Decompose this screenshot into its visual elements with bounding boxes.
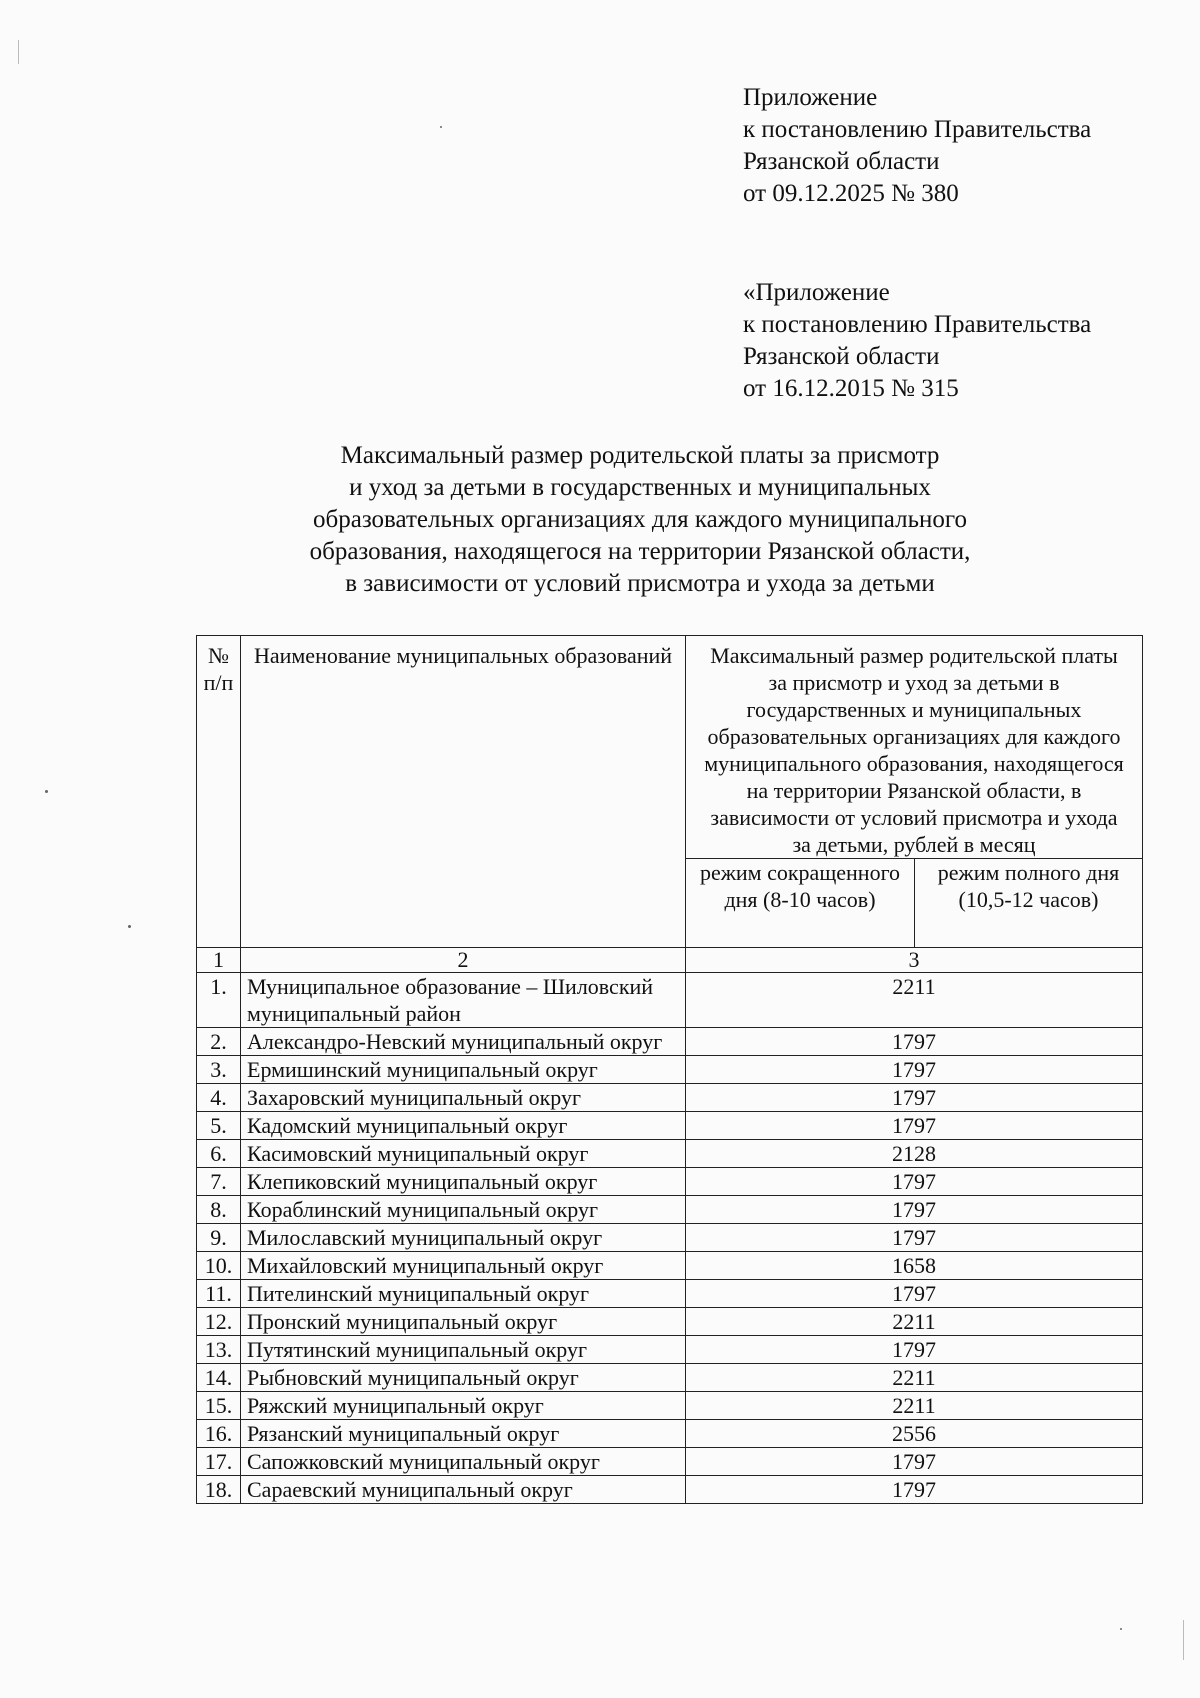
table-row: [197, 1364, 1143, 1392]
header-mode-short: режим сокращенного дня (8-10 часов): [686, 859, 915, 948]
row-number: 6.: [197, 1140, 241, 1168]
appendix-previous-header: [743, 277, 1091, 405]
fee-value: 2128: [686, 1140, 1143, 1168]
table-row: [197, 1280, 1143, 1308]
table-row: [197, 1448, 1143, 1476]
row-number: 18.: [197, 1476, 241, 1504]
fee-value: 2211: [686, 973, 1143, 1028]
row-number: 4.: [197, 1084, 241, 1112]
municipality-name: Сапожковский муниципальный округ: [241, 1448, 686, 1476]
row-number: 7.: [197, 1168, 241, 1196]
table-row: [197, 1028, 1143, 1056]
title-line: образования, находящегося на территории Рязанской области,: [309, 538, 971, 565]
table-row: [197, 1056, 1143, 1084]
municipality-name: Рязанский муниципальный округ: [241, 1420, 686, 1448]
municipality-name: Кадомский муниципальный округ: [241, 1112, 686, 1140]
row-number: 12.: [197, 1308, 241, 1336]
appendix-line: от 09.12.2025 № 380: [743, 180, 959, 207]
appendix-line: Приложение: [743, 84, 878, 111]
scan-edge-right: [1183, 1620, 1184, 1660]
row-number: 2.: [197, 1028, 241, 1056]
table-row: [197, 1336, 1143, 1364]
title-line: и уход за детьми в государственных и муниципальных: [349, 474, 931, 501]
scan-edge-left: [18, 40, 19, 64]
fee-value: 1797: [686, 1056, 1143, 1084]
header-fee: Максимальный размер родительской платы за присмотр и уход за детьми в государственных и муниципальных образовательных организациях для каждого муниципального образования, находящегося на территории Рязанской области, в зависимости от условий присмотра и ухода за детьми, рублей в месяц: [686, 636, 1143, 859]
row-number: 5.: [197, 1112, 241, 1140]
fee-value: 1797: [686, 1476, 1143, 1504]
row-number: 8.: [197, 1196, 241, 1224]
row-number: 11.: [197, 1280, 241, 1308]
municipality-name: Михайловский муниципальный округ: [241, 1252, 686, 1280]
header-mode-full: режим полного дня (10,5-12 часов): [915, 859, 1143, 948]
column-number: 2: [241, 948, 686, 973]
row-number: 3.: [197, 1056, 241, 1084]
fee-value: 1797: [686, 1028, 1143, 1056]
municipality-name: Ряжский муниципальный округ: [241, 1392, 686, 1420]
fee-value: 1797: [686, 1084, 1143, 1112]
appendix-current-header: [743, 82, 1091, 210]
fee-value: 2556: [686, 1420, 1143, 1448]
fee-value: 2211: [686, 1392, 1143, 1420]
appendix-line: Рязанской области: [743, 343, 940, 370]
municipality-name: Александро-Невский муниципальный округ: [241, 1028, 686, 1056]
municipality-name: Ермишинский муниципальный округ: [241, 1056, 686, 1084]
table-header-row: [197, 636, 1143, 859]
row-number: 13.: [197, 1336, 241, 1364]
municipality-name: Касимовский муниципальный округ: [241, 1140, 686, 1168]
municipality-name: Захаровский муниципальный округ: [241, 1084, 686, 1112]
municipality-name: Рыбновский муниципальный округ: [241, 1364, 686, 1392]
table-row: [197, 1392, 1143, 1420]
title-line: в зависимости от условий присмотра и ухода за детьми: [345, 570, 935, 597]
scan-speck: [440, 126, 442, 128]
row-number: 17.: [197, 1448, 241, 1476]
fee-value: 1658: [686, 1252, 1143, 1280]
table-row: [197, 1168, 1143, 1196]
municipality-name: Сараевский муниципальный округ: [241, 1476, 686, 1504]
table-row: [197, 1420, 1143, 1448]
header-name: Наименование муниципальных образований: [241, 636, 686, 948]
table-row: [197, 1476, 1143, 1504]
municipality-name: Путятинский муниципальный округ: [241, 1336, 686, 1364]
fee-value: 1797: [686, 1224, 1143, 1252]
column-number: 1: [197, 948, 241, 973]
fee-value: 1797: [686, 1448, 1143, 1476]
row-number: 14.: [197, 1364, 241, 1392]
table-row: [197, 1224, 1143, 1252]
appendix-line: к постановлению Правительства: [743, 311, 1092, 338]
scan-speck: [1120, 1628, 1122, 1630]
title-line: Максимальный размер родительской платы за присмотр: [340, 442, 940, 469]
appendix-line: к постановлению Правительства: [743, 116, 1092, 143]
appendix-line: от 16.12.2015 № 315: [743, 375, 959, 402]
table-row: [197, 1196, 1143, 1224]
table-row: [197, 1252, 1143, 1280]
fee-value: 1797: [686, 1168, 1143, 1196]
fee-value: 1797: [686, 1280, 1143, 1308]
municipality-name: Кораблинский муниципальный округ: [241, 1196, 686, 1224]
table-row: [197, 973, 1143, 1028]
fee-value: 1797: [686, 1196, 1143, 1224]
row-number: 1.: [197, 973, 241, 1028]
title-line: образовательных организациях для каждого муниципального: [313, 506, 967, 533]
row-number: 15.: [197, 1392, 241, 1420]
column-number: 3: [686, 948, 1143, 973]
fee-value: 2211: [686, 1308, 1143, 1336]
table-row: [197, 1140, 1143, 1168]
header-num: № п/п: [197, 636, 241, 948]
appendix-line: «Приложение: [743, 279, 890, 306]
municipality-name: Клепиковский муниципальный округ: [241, 1168, 686, 1196]
scan-speck: [45, 790, 48, 793]
fee-value: 2211: [686, 1364, 1143, 1392]
municipality-name: Пителинский муниципальный округ: [241, 1280, 686, 1308]
municipality-name: Милославский муниципальный округ: [241, 1224, 686, 1252]
row-number: 16.: [197, 1420, 241, 1448]
fee-value: 1797: [686, 1112, 1143, 1140]
table-row: [197, 1308, 1143, 1336]
row-number: 9.: [197, 1224, 241, 1252]
scan-speck: [128, 925, 131, 928]
municipality-name: Муниципальное образование – Шиловский муниципальный район: [241, 973, 686, 1028]
row-number: 10.: [197, 1252, 241, 1280]
document-title: [240, 440, 1040, 600]
appendix-line: Рязанской области: [743, 148, 940, 175]
column-number-row: [197, 948, 1143, 973]
fee-table: [196, 635, 1143, 1504]
fee-value: 1797: [686, 1336, 1143, 1364]
municipality-name: Пронский муниципальный округ: [241, 1308, 686, 1336]
table-row: [197, 1112, 1143, 1140]
table-row: [197, 1084, 1143, 1112]
